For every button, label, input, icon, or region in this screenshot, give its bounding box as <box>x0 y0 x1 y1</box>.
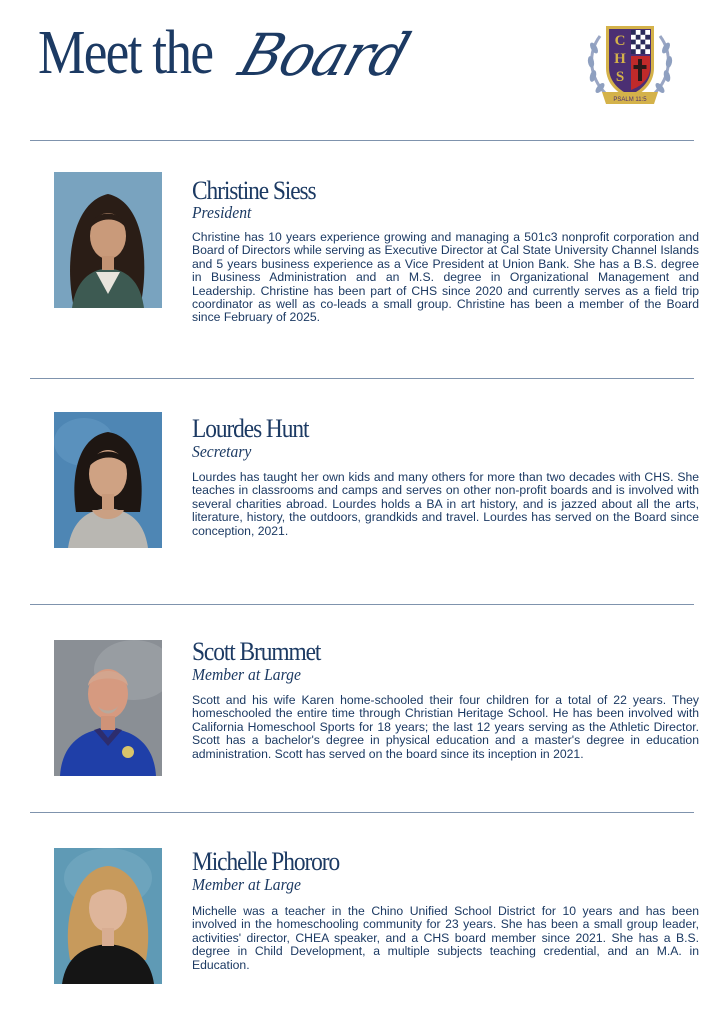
lourdes-hunt-portrait-icon <box>54 412 162 548</box>
chs-crest-logo-icon <box>582 18 678 108</box>
member-name: Michelle Phororo <box>192 847 340 876</box>
divider <box>30 604 694 605</box>
scott-brummet-portrait-icon <box>54 640 162 776</box>
crest-letter-s: S <box>615 69 625 85</box>
crest-letter-h: H <box>614 51 626 67</box>
member-name: Christine Siess <box>192 176 316 205</box>
page-title-script: Board <box>231 21 418 89</box>
member-name: Scott Brummet <box>192 637 321 666</box>
crest-letter-c: C <box>614 33 626 49</box>
divider <box>30 140 694 141</box>
member-role: President <box>192 203 252 222</box>
page-title: Meet the <box>38 19 213 87</box>
member-role: Member at Large <box>192 875 301 894</box>
member-name: Lourdes Hunt <box>192 414 309 443</box>
member-bio: Michelle was a teacher in the Chino Unified School District for 10 years and has been involved in the homeschooling community for 23 years. She has been a small group leader, activities' director, CHEA speaker, and a CHS board member since 2021. She has a B.S. degree in Child Development, a multiple subjects teaching credential, and an M.A. in Education. <box>192 904 699 972</box>
member-bio: Christine has 10 years experience growing and managing a 501c3 nonprofit corporation and Board of Directors while serving as Executive Director at Cal State University Channel Islands and 5 years business experience as a Vice President at Union Bank. She has a B.S. degree in Business Administration and an M.S. degree in Organizational Management and Leadership. Christine has been part of CHS since 2020 and currently serves as a field trip coordinator as well as co-leads a small group. Christine has been a member of the Board since February of 2025. <box>192 230 699 325</box>
member-role: Member at Large <box>192 665 301 684</box>
divider <box>30 812 694 813</box>
member-bio: Scott and his wife Karen home-schooled their four children for a total of 22 years. They homeschooled the entire time through Christian Heritage School. He has been involved with California Homeschool Sports for 18 years; the last 12 years serving as the Athletic Director. Scott has a bachelor's degree in physical education and a master's degree in education administration. Scott has served on the board since its inception in 2021. <box>192 693 699 761</box>
page-header <box>0 0 724 140</box>
member-role: Secretary <box>192 442 252 461</box>
divider <box>30 378 694 379</box>
crest-banner-text: PSALM 11:5 <box>613 97 647 103</box>
member-bio: Lourdes has taught her own kids and many others for more than two decades with CHS. She teaches in classrooms and camps and serves on other non-profit boards and is involved with several charities abroad. Lourdes holds a BA in art history, and is jazzed about all the arts, literature, history, the outdoors, grandkids and travel. Lourdes has served on the Board since conception, 2021. <box>192 470 699 538</box>
christine-siess-portrait-icon <box>54 172 162 308</box>
michelle-phororo-portrait-icon <box>54 848 162 984</box>
